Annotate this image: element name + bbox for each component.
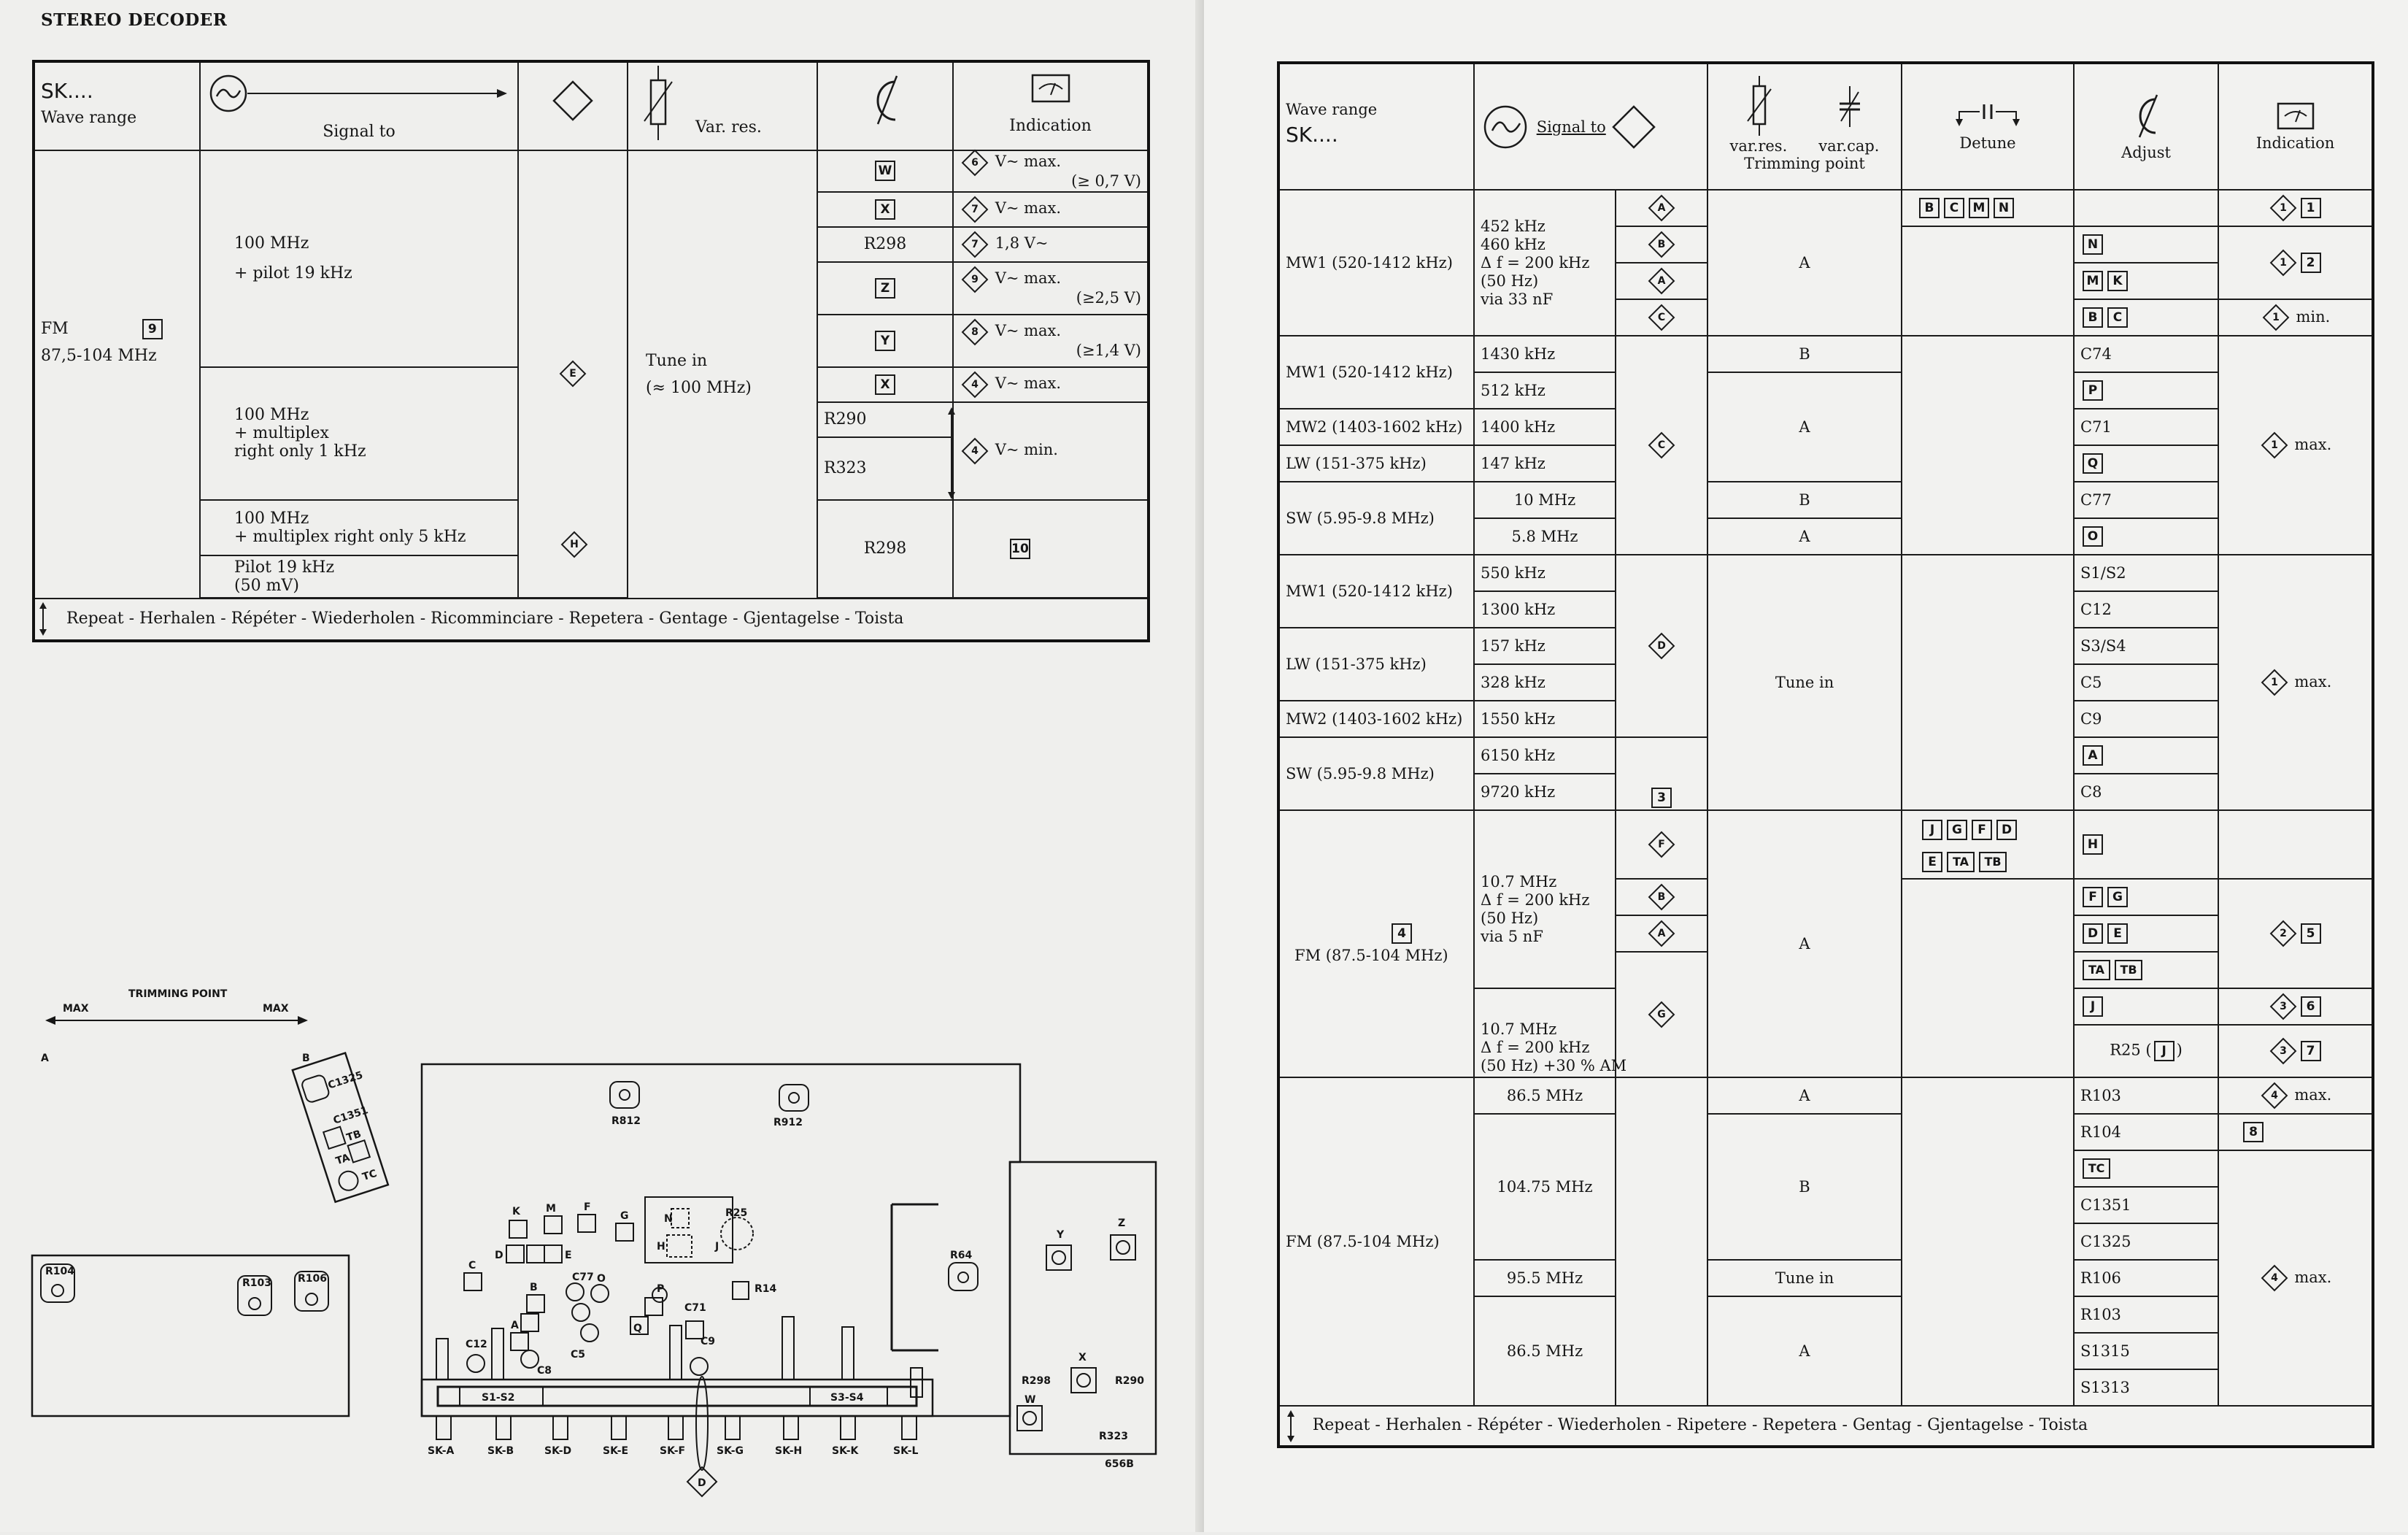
fm2-sig-1: 104.75 MHz	[1474, 1114, 1616, 1260]
b2-adj-0: C74	[2074, 336, 2218, 372]
b2-band-lw: LW (151-375 kHz)	[1278, 445, 1474, 482]
sk-d-label: SK-D	[544, 1445, 572, 1457]
sk-label: SK....	[1286, 123, 1338, 147]
fm1b-signal	[1474, 988, 1627, 1077]
fm1-ind-4: 3 6	[2218, 988, 2373, 1025]
wave-range-header	[34, 61, 200, 150]
variable-resistor-icon	[640, 64, 676, 145]
label-s3-s4: S3-S4	[830, 1392, 864, 1404]
fm1-band: 4 FM (87.5-104 MHz)	[1278, 810, 1474, 1077]
label-c71: C71	[684, 1302, 706, 1314]
label-c1351: C1351	[331, 1104, 370, 1127]
adjust-r290: R290	[824, 410, 867, 428]
b2-sig-1: 512 kHz	[1474, 372, 1616, 409]
var-res-header	[628, 61, 817, 150]
pcb-layout-drawing	[0, 963, 1204, 1532]
b2-adj-1: P	[2074, 372, 2218, 409]
fm2-adj-8: S1313	[2074, 1369, 2218, 1406]
fm2-sig-6: 86.5 MHz	[1474, 1296, 1616, 1406]
b3-sig-3: 328 kHz	[1474, 664, 1616, 701]
b3-band-mw2: MW2 (1403-1602 kHz)	[1278, 701, 1474, 737]
diamond-h-icon: H	[561, 531, 588, 558]
trimming-header	[1707, 63, 1902, 190]
label-h: H	[657, 1241, 665, 1253]
fm2-band: FM (87.5-104 MHz)	[1278, 1077, 1474, 1406]
label-r290: R290	[1115, 1375, 1145, 1387]
b2-adj-2: C71	[2074, 409, 2218, 445]
b3-adj-6: C8	[2074, 774, 2218, 810]
mw1-diamond-1: A	[1616, 190, 1707, 226]
b2-trim-0: B	[1707, 336, 1902, 372]
label-c77: C77	[572, 1272, 594, 1283]
signal-cell-3	[200, 500, 518, 555]
b3-adj-3: C5	[2074, 664, 2218, 701]
right-page	[1204, 0, 2408, 1532]
label-r104: R104	[45, 1266, 75, 1277]
adjust-box-y: Y	[875, 331, 895, 351]
fm1b-sig-1: 10.7 MHz	[1481, 1020, 1557, 1038]
signal-1-line-2: + pilot 19 kHz	[234, 264, 352, 283]
b3-box-cell: 3	[1616, 737, 1707, 810]
label-z: Z	[1118, 1217, 1126, 1229]
fm2-sig-5: 95.5 MHz	[1474, 1260, 1616, 1296]
fm2-adj-2: TC	[2074, 1150, 2218, 1187]
label-r64: R64	[950, 1250, 973, 1261]
detune-icon	[1955, 101, 2021, 131]
trimmer-icon	[2128, 92, 2164, 140]
b2-diamond: C	[1616, 336, 1707, 555]
b2-sig-3: 147 kHz	[1474, 445, 1616, 482]
b3-band-mw1: MW1 (520-1412 kHz)	[1278, 555, 1474, 628]
signal-cell-1	[200, 150, 518, 367]
indication-cell-5	[953, 315, 1149, 367]
b2-sig-0: 1430 kHz	[1474, 336, 1616, 372]
b2-adj-4: C77	[2074, 482, 2218, 518]
indication-cell-1	[953, 150, 1149, 192]
indication-cell-6	[953, 367, 1149, 402]
label-c8: C8	[537, 1365, 552, 1377]
fm1-adj-1: F G	[2074, 879, 2218, 915]
label-tb: TB	[344, 1128, 363, 1144]
repeat-row	[1278, 1406, 2373, 1447]
adjust-cell-9: R298	[817, 500, 953, 598]
indication-cell-3	[953, 227, 1149, 262]
b3-adj-2: S3/S4	[2074, 628, 2218, 664]
adjust-cell-4	[817, 262, 953, 315]
indication-text-1: V~ max.	[995, 153, 1062, 170]
fm1-diamond-a: A	[1616, 915, 1707, 952]
indication-cell-9	[953, 500, 1149, 598]
tune-line-1: Tune in	[646, 351, 708, 370]
b2-ind: 1 max.	[2218, 336, 2373, 555]
label-g: G	[620, 1210, 629, 1222]
sk-e-label: SK-E	[603, 1445, 629, 1457]
label-k: K	[512, 1206, 520, 1217]
fm2-trim-6: A	[1707, 1296, 1902, 1406]
generator-icon	[207, 70, 513, 118]
indication-header	[953, 61, 1149, 150]
mw1-ind-0: 1 1	[2218, 190, 2373, 226]
b3-detune	[1902, 555, 2074, 810]
b2-band-mw2: MW2 (1403-1602 kHz)	[1278, 409, 1474, 445]
mw1-diamond-4: C	[1616, 299, 1707, 336]
adjust-cell-6	[817, 367, 953, 402]
label-r25: R25	[725, 1207, 748, 1219]
fm1-detune-empty	[1902, 879, 2074, 1077]
trimming-point-label: Trimming point	[1744, 155, 1865, 172]
adjust-box-z: Z	[875, 278, 895, 299]
indication-text-5b: (≥1,4 V)	[1076, 341, 1141, 359]
label-r14: R14	[755, 1283, 777, 1295]
adjust-cell-3: R298	[817, 227, 953, 262]
fm1-sig-4: via 5 nF	[1481, 928, 1543, 945]
fm2-adj-3: C1351	[2074, 1187, 2218, 1223]
indication-diamond-4b: 4	[962, 437, 989, 464]
label-c12: C12	[466, 1339, 487, 1350]
mw1-ind-3: 1 min.	[2218, 299, 2373, 336]
repeat-arrow-icon	[1286, 1409, 1296, 1443]
b2-trim-5: A	[1707, 518, 1902, 555]
label-w: W	[1024, 1394, 1036, 1406]
signal-to-label: Signal to	[323, 123, 395, 141]
signal-3-line-1: 100 MHz	[234, 509, 309, 528]
b3-adj-1: C12	[2074, 591, 2218, 628]
label-c: C	[468, 1260, 476, 1272]
fm2-trim-1: B	[1707, 1114, 1902, 1260]
fm1b-ind: 3 7	[2218, 1025, 2373, 1077]
fm1b-adj: R25 ( J )	[2074, 1025, 2218, 1077]
diamond-e-icon: E	[560, 361, 587, 388]
b3-sig-4: 1550 kHz	[1474, 701, 1616, 737]
label-r812: R812	[611, 1115, 641, 1127]
indication-diamond-9: 9	[962, 266, 989, 293]
mw1-diamond-2: B	[1616, 226, 1707, 263]
wave-range-label: Wave range	[1286, 101, 1378, 118]
fm2-ind-1: 8	[2218, 1114, 2373, 1150]
trimmer-icon	[863, 73, 907, 128]
indication-text-7: V~ min.	[995, 441, 1058, 459]
indication-cell-2	[953, 192, 1149, 227]
filter-board	[293, 1050, 398, 1201]
indication-text-4b: (≥2,5 V)	[1076, 288, 1141, 307]
indication-header	[2218, 63, 2373, 190]
label-ta: TA	[334, 1152, 352, 1168]
mw1-sig-2: 460 kHz	[1481, 235, 1545, 253]
decoder-board	[1010, 1162, 1156, 1454]
fm1-ind-1: 2 5	[2218, 879, 2373, 988]
fm1-trim: A	[1707, 810, 1902, 1077]
fm2-ind-0: 4 max.	[2218, 1077, 2373, 1114]
adjust-box-x: X	[875, 199, 895, 220]
label-p: P	[657, 1283, 665, 1295]
indication-diamond-4: 4	[962, 371, 989, 398]
b3-trim: Tune in	[1707, 555, 1902, 810]
fm2-adj-6: R103	[2074, 1296, 2218, 1333]
b3-adj-0: S1/S2	[2074, 555, 2218, 591]
indication-diamond-7: 7	[962, 196, 989, 223]
adjust-cell-2	[817, 192, 953, 227]
variable-capacitor-icon	[1835, 76, 1864, 137]
indication-text-4: V~ max.	[995, 269, 1062, 288]
mw1-sig-4: (50 Hz)	[1481, 272, 1539, 290]
label-e: E	[565, 1250, 572, 1261]
b3-adj-4: C9	[2074, 701, 2218, 737]
wave-range-header	[1278, 63, 1474, 190]
indication-text-5: V~ max.	[995, 322, 1062, 340]
signal-3-line-2: + multiplex right only 5 kHz	[234, 527, 466, 546]
indication-box-10: 10	[1010, 539, 1030, 559]
adjust-cell-7	[817, 402, 953, 437]
indication-text-1b: (≥ 0,7 V)	[1071, 172, 1141, 190]
label-s1-s2: S1-S2	[482, 1392, 515, 1404]
label-m: M	[546, 1203, 556, 1215]
section-heading: STEREO DECODER	[41, 10, 228, 30]
fm1-signal	[1474, 810, 1616, 988]
fm1-sig-3: (50 Hz)	[1481, 909, 1539, 927]
detune-label: Detune	[1959, 134, 2016, 152]
var-res-label: var.res.	[1729, 137, 1788, 155]
sk-b-label: SK-B	[487, 1445, 514, 1457]
repeat-row	[34, 599, 1149, 641]
trimming-point-label: TRIMMING POINT	[128, 988, 228, 1000]
adjust-cell-1	[817, 150, 953, 192]
fm2-detune	[1902, 1077, 2074, 1406]
b3-adj-5: A	[2074, 737, 2218, 774]
fm2-adj-4: C1325	[2074, 1223, 2218, 1260]
fm2-adj-0: R103	[2074, 1077, 2218, 1114]
indication-text-2: V~ max.	[995, 199, 1062, 218]
b2-trim-2: A	[1707, 372, 1902, 482]
b3-sig-0: 550 kHz	[1474, 555, 1616, 591]
band-range: 87,5-104 MHz	[41, 347, 157, 365]
mw1-diamond-3: A	[1616, 263, 1707, 299]
indication-label: Indication	[2255, 134, 2335, 152]
sk-label: SK....	[41, 79, 93, 103]
label-q: Q	[633, 1323, 642, 1334]
label-tc: TC	[360, 1167, 379, 1184]
adjust-header	[2074, 63, 2218, 190]
adjust-box-x2: X	[875, 374, 895, 395]
label-n: N	[664, 1213, 673, 1225]
adjust-header	[817, 61, 953, 150]
fm1b-sig-2: Δ f = 200 kHz	[1481, 1039, 1590, 1056]
signal-cell-2	[200, 367, 518, 500]
signal-2-line-1: 100 MHz	[234, 406, 309, 424]
b-label: B	[302, 1053, 310, 1064]
diamond-h-marker	[559, 535, 590, 554]
b3-sig-2: 157 kHz	[1474, 628, 1616, 664]
b3-band-sw: SW (5.95-9.8 MHz)	[1278, 737, 1474, 810]
adjust-cell-8: R323	[817, 437, 953, 500]
label-y: Y	[1057, 1229, 1065, 1241]
wave-range-label: Wave range	[41, 109, 137, 127]
mw1-a-signal	[1474, 190, 1616, 336]
fm1-adj-3: TA TB	[2074, 952, 2218, 988]
signal-2-line-3: right only 1 kHz	[234, 442, 366, 461]
sk-f-label: SK-F	[660, 1445, 686, 1457]
signal-to-header	[1474, 63, 1707, 190]
repeat-text: Repeat - Herhalen - Répéter - Wiederholen - Ripetere - Repetera - Gentag - Gjentagelse - Toista	[1312, 1416, 2088, 1434]
indication-label: Indication	[1009, 117, 1092, 135]
fm2-adj-7: S1315	[2074, 1333, 2218, 1369]
label-f: F	[584, 1201, 591, 1213]
label-c5: C5	[571, 1349, 586, 1361]
tune-line-2: (≈ 100 MHz)	[646, 378, 752, 397]
b2-band-mw1: MW1 (520-1412 kHz)	[1278, 336, 1474, 409]
fm2-adj-1: R104	[2074, 1114, 2218, 1150]
mw1-sig-1: 452 kHz	[1481, 217, 1545, 235]
mw1-ind-1: 1 2	[2218, 226, 2373, 299]
signal-1-line-1: 100 MHz	[234, 234, 309, 253]
b3-sig-6: 9720 kHz	[1474, 774, 1616, 810]
b2-sig-5: 5.8 MHz	[1474, 518, 1616, 555]
band-box: 9	[142, 319, 163, 339]
mw1-a-band: MW1 (520-1412 kHz)	[1278, 190, 1474, 336]
fm1-diamond-b: B	[1616, 879, 1707, 915]
mw1-adjust-1: N	[2074, 226, 2218, 263]
fm1-adj-2: D E	[2074, 915, 2218, 952]
fm1-detune: J G F D E TA TB	[1902, 810, 2074, 879]
label-r103: R103	[242, 1277, 272, 1289]
b2-sig-2: 1400 kHz	[1474, 409, 1616, 445]
indication-diamond-6: 6	[962, 149, 989, 176]
var-cap-label: var.cap.	[1818, 137, 1880, 155]
alignment-table	[1277, 61, 2374, 1448]
meter-icon	[2276, 101, 2315, 131]
sk-a-label: SK-A	[428, 1445, 455, 1457]
fm1-adj-0: H	[2074, 810, 2218, 879]
b3-band-lw: LW (151-375 kHz)	[1278, 628, 1474, 701]
b2-band-sw: SW (5.95-9.8 MHz)	[1278, 482, 1474, 555]
main-board	[422, 1064, 1020, 1416]
adjust-box-w: W	[875, 161, 895, 181]
signal-2-line-2: + multiplex	[234, 424, 329, 442]
signal-to-header	[200, 61, 518, 150]
mw1-detune-empty	[1902, 226, 2074, 336]
mw1-sig-3: Δ f = 200 kHz	[1481, 253, 1590, 272]
fm2-diamond-empty	[1616, 1077, 1707, 1406]
band-cell	[34, 150, 200, 599]
band-name: FM	[41, 320, 69, 338]
a-label: A	[41, 1053, 49, 1064]
signal-4-line-1: Pilot 19 kHz	[234, 558, 335, 577]
repeat-arrow-icon	[946, 406, 957, 501]
trimming-diagram	[0, 963, 1204, 1532]
fm1-diamond-g: G	[1616, 952, 1707, 1077]
fm1-sig-1: 10.7 MHz	[1481, 873, 1557, 890]
label-c1325: C1325	[326, 1069, 365, 1092]
b2-detune	[1902, 336, 2074, 555]
diamond-e-cell	[518, 150, 628, 598]
signal-4-line-2: (50 mV)	[234, 576, 299, 595]
stereo-decoder-table	[32, 60, 1150, 642]
max-right-label: MAX	[263, 1003, 289, 1015]
left-page	[0, 0, 1204, 1532]
signal-to-label: Signal to	[1536, 118, 1606, 136]
indication-text-3: 1,8 V~	[995, 234, 1049, 253]
mw1-sig-5: via 33 nF	[1481, 290, 1554, 308]
b2-adj-3: Q	[2074, 445, 2218, 482]
label-a: A	[511, 1320, 519, 1331]
fm1-adj-4: J	[2074, 988, 2218, 1025]
fm1-diamond-f: F	[1616, 810, 1707, 879]
diamond-icon	[1610, 104, 1657, 150]
sk-l-label: SK-L	[893, 1445, 919, 1457]
variable-resistor-icon	[1745, 76, 1774, 137]
sk-h-label: SK-H	[775, 1445, 803, 1457]
fm1b-sig-3: (50 Hz) +30 % AM	[1481, 1057, 1627, 1074]
label-r912: R912	[773, 1117, 803, 1128]
label-d: D	[495, 1250, 503, 1261]
tune-cell	[628, 150, 817, 599]
label-656b: 656B	[1105, 1458, 1134, 1470]
label-r106: R106	[298, 1273, 328, 1285]
diamond-icon	[551, 79, 595, 123]
indication-diamond-7b: 7	[962, 231, 989, 258]
diamond-d-label: D	[698, 1477, 706, 1489]
sk-g-label: SK-G	[717, 1445, 744, 1457]
var-res-label: Var. res.	[695, 118, 762, 136]
b3-sig-1: 1300 kHz	[1474, 591, 1616, 628]
adjust-cell-5	[817, 315, 953, 367]
signal-cell-4	[200, 555, 518, 598]
label-r323: R323	[1099, 1431, 1129, 1442]
mw1-trim: A	[1707, 190, 1902, 336]
fm2-trim-5: Tune in	[1707, 1260, 1902, 1296]
indication-text-6: V~ max.	[995, 374, 1062, 393]
b2-adj-5: O	[2074, 518, 2218, 555]
coil-cluster	[436, 1197, 922, 1397]
mw1-adjust-2: M K	[2074, 263, 2218, 299]
mw1-adjust-0	[2074, 190, 2218, 226]
repeat-text: Repeat - Herhalen - Répéter - Wiederholen - Ricomminciare - Repetera - Gentage - Gjentagelse - Toista	[66, 609, 904, 628]
max-left-label: MAX	[63, 1003, 89, 1015]
b2-sig-4: 10 MHz	[1474, 482, 1616, 518]
fm1-sig-2: Δ f = 200 kHz	[1481, 891, 1590, 909]
generator-icon	[1481, 101, 1532, 153]
label-b: B	[530, 1282, 538, 1293]
fm2-ind-5: 4 max.	[2218, 1150, 2373, 1406]
meter-icon	[1030, 73, 1071, 104]
b3-diamond: D	[1616, 555, 1707, 737]
mw1-adjust-3: B C	[2074, 299, 2218, 336]
mw1-detune: B C M N	[1902, 190, 2074, 226]
indication-cell-7	[953, 402, 1149, 500]
label-j: J	[715, 1241, 719, 1253]
b3-sig-5: 6150 kHz	[1474, 737, 1616, 774]
detune-header	[1902, 63, 2074, 190]
label-c9: C9	[701, 1336, 716, 1347]
measuring-point-header	[518, 61, 628, 150]
repeat-arrow-icon	[38, 601, 48, 636]
indication-diamond-8: 8	[962, 318, 989, 345]
label-o: O	[597, 1273, 606, 1285]
fm1-ind-0	[2218, 810, 2373, 879]
label-r298: R298	[1022, 1375, 1051, 1387]
indication-cell-4	[953, 262, 1149, 315]
b2-trim-4: B	[1707, 482, 1902, 518]
adjust-label: Adjust	[2121, 144, 2171, 161]
fm1-band-label: FM (87.5-104 MHz)	[1294, 947, 1448, 964]
fm2-trim-0: A	[1707, 1077, 1902, 1114]
fm2-adj-5: R106	[2074, 1260, 2218, 1296]
label-x: X	[1078, 1352, 1087, 1363]
b3-ind: 1 max.	[2218, 555, 2373, 810]
sk-k-label: SK-K	[832, 1445, 859, 1457]
fm2-sig-0: 86.5 MHz	[1474, 1077, 1616, 1114]
